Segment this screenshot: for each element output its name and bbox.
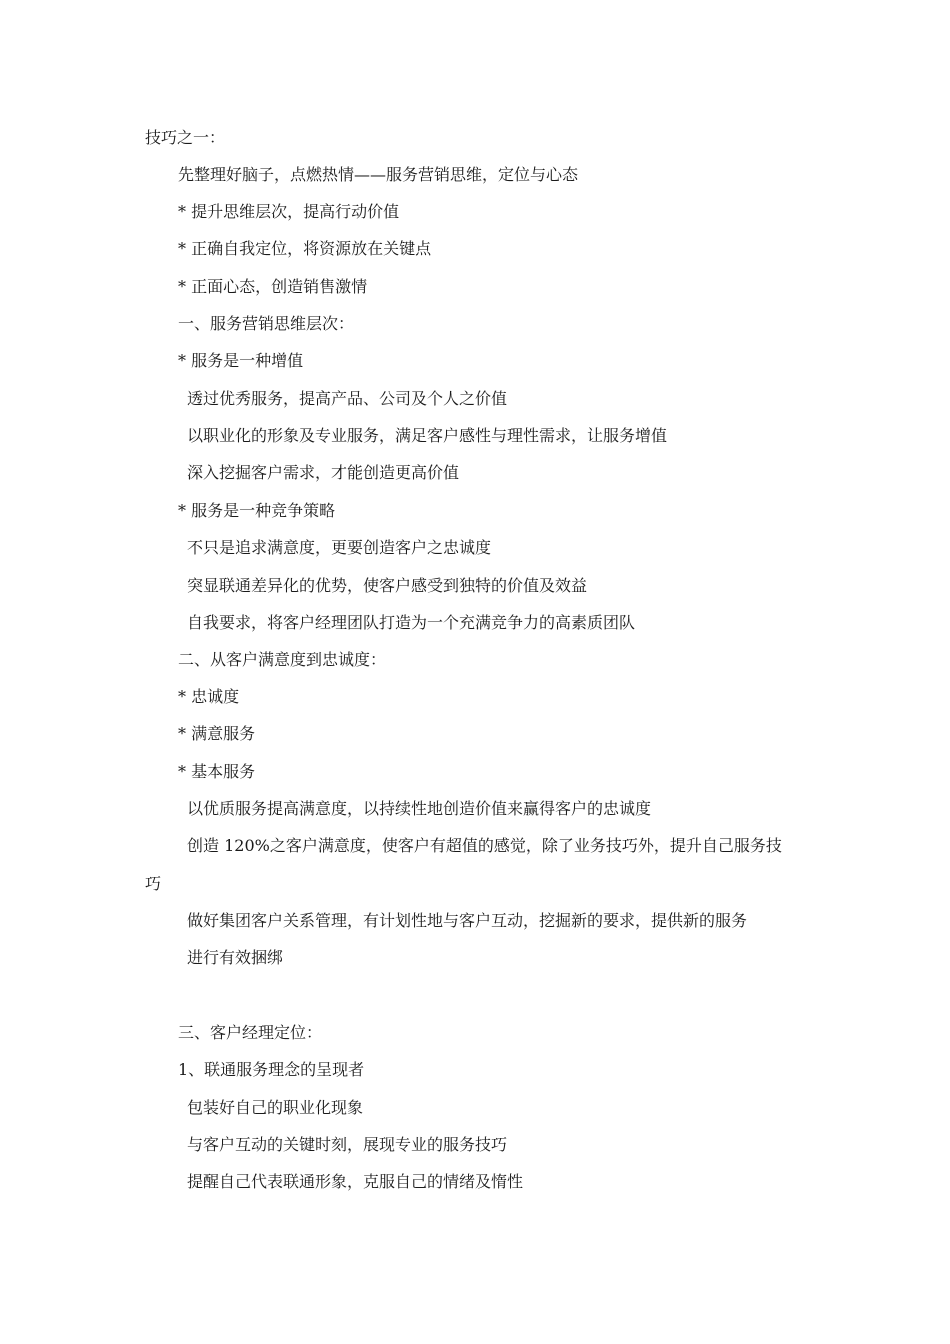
section-title: 一、服务营销思维层次： [178,314,355,333]
level-bullet: * 基本服务 [178,762,256,781]
section-item: 突显联通差异化的优势，使客户感受到独特的价值及效益 [187,576,588,595]
section-item: 自我要求，将客户经理团队打造为一个充满竞争力的高素质团队 [187,613,636,632]
section-title: 二、从客户满意度到忠诚度： [178,650,387,669]
section-item: 透过优秀服务，提高产品、公司及个人之价值 [187,389,508,408]
section-title: 三、客户经理定位： [178,1023,323,1042]
section-item: 以优质服务提高满意度，以持续性地创造价值来赢得客户的忠诚度 [187,799,652,818]
section-item: 不只是追求满意度，更要创造客户之忠诚度 [187,538,492,557]
section-item: 进行有效捆绑 [187,948,284,967]
section-item: 与客户互动的关键时刻，展现专业的服务技巧 [187,1135,508,1154]
section-item: 提醒自己代表联通形象，克服自己的情绪及惰性 [187,1172,524,1191]
section-item: 包装好自己的职业化现象 [187,1098,364,1117]
document-heading: 技巧之一： [145,128,226,147]
section-point: * 服务是一种增值 [178,351,304,370]
intro-bullet: * 提升思维层次，提高行动价值 [178,202,400,221]
level-bullet: * 满意服务 [178,724,256,743]
section-item: 做好集团客户关系管理，有计划性地与客户互动，挖掘新的要求，提供新的服务 [187,911,748,930]
section-item: 深入挖掘客户需求，才能创造更高价值 [187,463,460,482]
level-bullet: * 忠诚度 [178,687,240,706]
intro-bullet: * 正确自我定位，将资源放在关键点 [178,239,432,258]
section-point: 1、联通服务理念的呈现者 [178,1060,365,1079]
section-item: 创造 120%之客户满意度，使客户有超值的感觉，除了业务技巧外，提升自己服务技 [187,836,782,855]
section-item: 以职业化的形象及专业服务，满足客户感性与理性需求，让服务增值 [187,426,668,445]
intro-line: 先整理好脑子，点燃热情——服务营销思维，定位与心态 [178,165,579,184]
section-item-continuation: 巧 [145,874,162,893]
section-point: * 服务是一种竞争策略 [178,501,336,520]
intro-bullet: * 正面心态，创造销售激情 [178,277,368,296]
